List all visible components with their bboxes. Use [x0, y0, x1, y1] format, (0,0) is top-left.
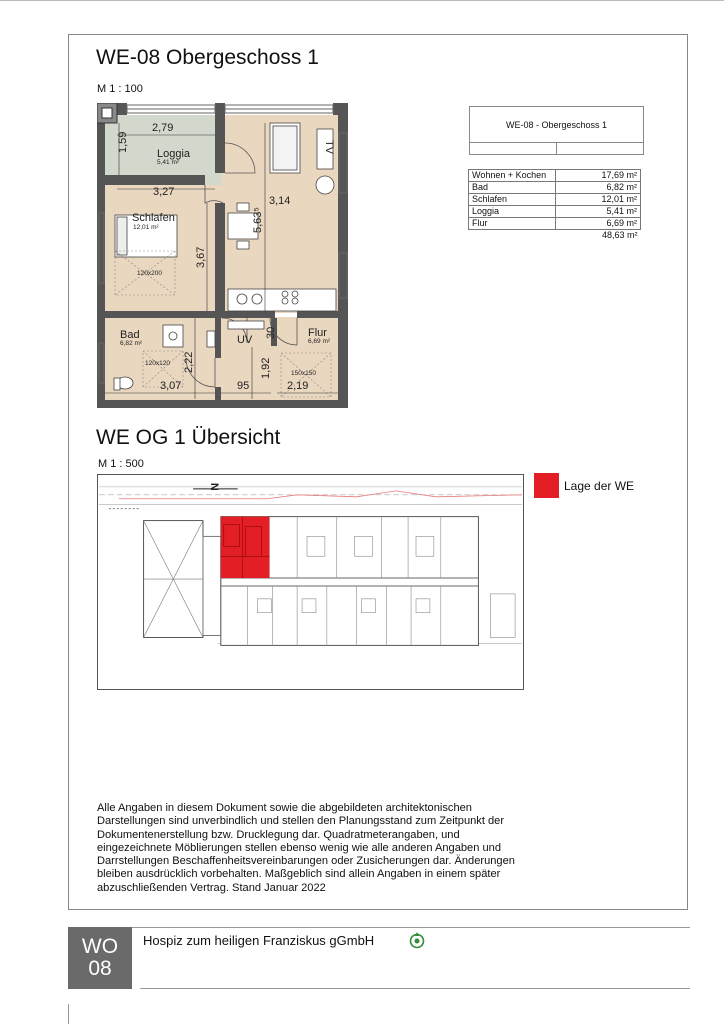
unit-floor-plan [97, 103, 348, 408]
unit-info-box [469, 106, 644, 155]
room-loggia: Loggia [157, 148, 191, 160]
bed-size-flur: 150x150 [291, 370, 316, 377]
dim-159: 1,59 [117, 131, 129, 153]
area-table [468, 169, 641, 241]
room-bad: Bad [120, 329, 140, 341]
dim-367: 3,67 [195, 246, 207, 268]
document-code-box [68, 927, 132, 989]
north-label: N [207, 482, 220, 491]
unit-info-header: WE-08 - Obergeschoss 1 [470, 107, 643, 143]
code-line-1: WO [81, 935, 119, 958]
dim-563: 5,63⁵ [252, 207, 264, 233]
disclaimer-text: Alle Angaben in diesem Dokument sowie die abgebildeten architektonischen Darstellungen sind unverbindlich und stellen den Planungsstand zum Zeitpunkt der Dokumentenerstellung bzw. Drucklegung dar. Quadratmeterangaben, und eingezeichnete Möblierungen stellen ebenso wenig wie alle anderen Angaben und Darrstellungen Beschaffenheitsvereinbarungen oder Zusicherungen dar. Änderungen bleiben ausdrücklich vorbehalten. Maßgeblich sind allein Angaben in einem später abzuschließenden Vertrag. Stand Januar 2022 [97, 802, 515, 894]
company-logo-icon [408, 931, 426, 949]
bad-area: 6,82 m² [120, 340, 143, 347]
dim-95: 95 [237, 380, 250, 392]
table-row: Bad 6,82 m² [469, 182, 641, 194]
code-line-2: 08 [88, 957, 112, 980]
area-total-row [469, 230, 641, 242]
highlighted-unit [221, 517, 270, 578]
dim-192: 1,92 [260, 357, 272, 379]
label-tv: TV [323, 140, 335, 155]
label-uv: UV [237, 334, 253, 346]
dim-219: 2,19 [287, 380, 309, 392]
area-total: 48,63 m² [601, 230, 638, 240]
table-row: Wohnen + Kochen 17,69 m² [469, 170, 641, 182]
dim-30: 30 [265, 326, 277, 339]
legend-label: Lage der WE [564, 479, 635, 493]
schlafen-area: 12,01 m² [133, 224, 159, 231]
dim-279: 2,79 [152, 122, 174, 134]
overview-scale: M 1 : 500 [98, 458, 144, 470]
dim-307: 3,07 [160, 380, 182, 392]
company-name: Hospiz zum heiligen Franziskus gGmbH [143, 933, 375, 948]
flur-area: 6,69 m² [308, 338, 331, 345]
table-row: Loggia 5,41 m² [469, 206, 641, 218]
unit-title: WE-08 Obergeschoss 1 [96, 46, 319, 69]
dim-327: 3,27 [153, 186, 175, 198]
legend-swatch [534, 473, 559, 498]
room-flur: Flur [308, 327, 327, 339]
dim-222: 2,22 [183, 351, 195, 373]
bed-size-schlafen: 120x200 [137, 270, 162, 277]
unit-scale: M 1 : 100 [97, 83, 143, 95]
bed-size-bad: 120x120 [145, 360, 170, 367]
overview-title: WE OG 1 Übersicht [96, 426, 281, 449]
room-schlafen: Schlafen [132, 212, 175, 224]
overview-site-plan [97, 474, 524, 690]
loggia-area: 5,41 m² [157, 159, 180, 166]
table-row: Schlafen 12,01 m² [469, 194, 641, 206]
table-row: Flur 6,69 m² [469, 218, 641, 230]
page-top-rule [0, 0, 724, 1]
dim-314: 3,14 [269, 195, 291, 207]
